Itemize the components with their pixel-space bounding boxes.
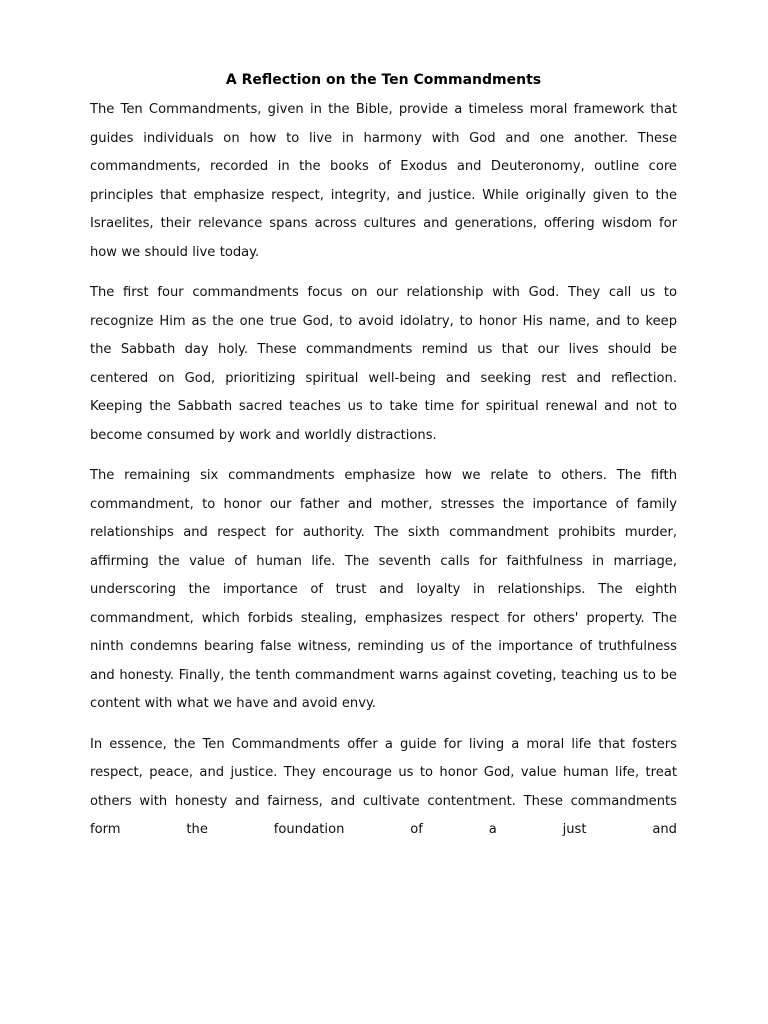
- paragraph-conclusion: In essence, the Ten Commandments offer a guide for living a moral life that fosters respect, peace, and justice. They encourage us to honor God, value human life, treat others with honesty and fairness, and cultivate contentment. These commandments form the foundation of a just and: [90, 736, 677, 837]
- paragraph-introduction: The Ten Commandments, given in the Bible, provide a timeless moral framework that guides individuals on how to live in harmony with God and one another. These commandments, recorded in the books of Exodus and Deuteronomy, outline core principles that emphasize respect, integrity, and justice. While originally given to the Israelites, their relevance spans across cultures and generations, offering wisdom for how we should live today.: [90, 102, 677, 260]
- paragraph-relationship-with-others: The remaining six commandments emphasize how we relate to others. The fifth commandment, to honor our father and mother, stresses the importance of family relationships and respect for authority. The sixth commandment prohibits murder, affirming the value of human life. The seventh calls for faithfulness in marriage, underscoring the importance of trust and loyalty in relationships. The eighth commandment, which forbids stealing, emphasizes respect for others' property. The ninth condemns bearing false witness, reminding us of the importance of truthfulness and honesty. Finally, the tenth commandment warns against coveting, teaching us to be content with what we have and avoid envy.: [90, 468, 677, 711]
- document-page: [90, 70, 677, 845]
- document-title: A Reflection on the Ten Commandments: [225, 72, 542, 88]
- paragraph-relationship-with-god: The first four commandments focus on our relationship with God. They call us to recognize Him as the one true God, to avoid idolatry, to honor His name, and to keep the Sabbath day holy. These commandments remind us that our lives should be centered on God, prioritizing spiritual well-being and seeking rest and reflection. Keeping the Sabbath sacred teaches us to take time for spiritual renewal and not to become consumed by work and worldly distractions.: [90, 285, 677, 443]
